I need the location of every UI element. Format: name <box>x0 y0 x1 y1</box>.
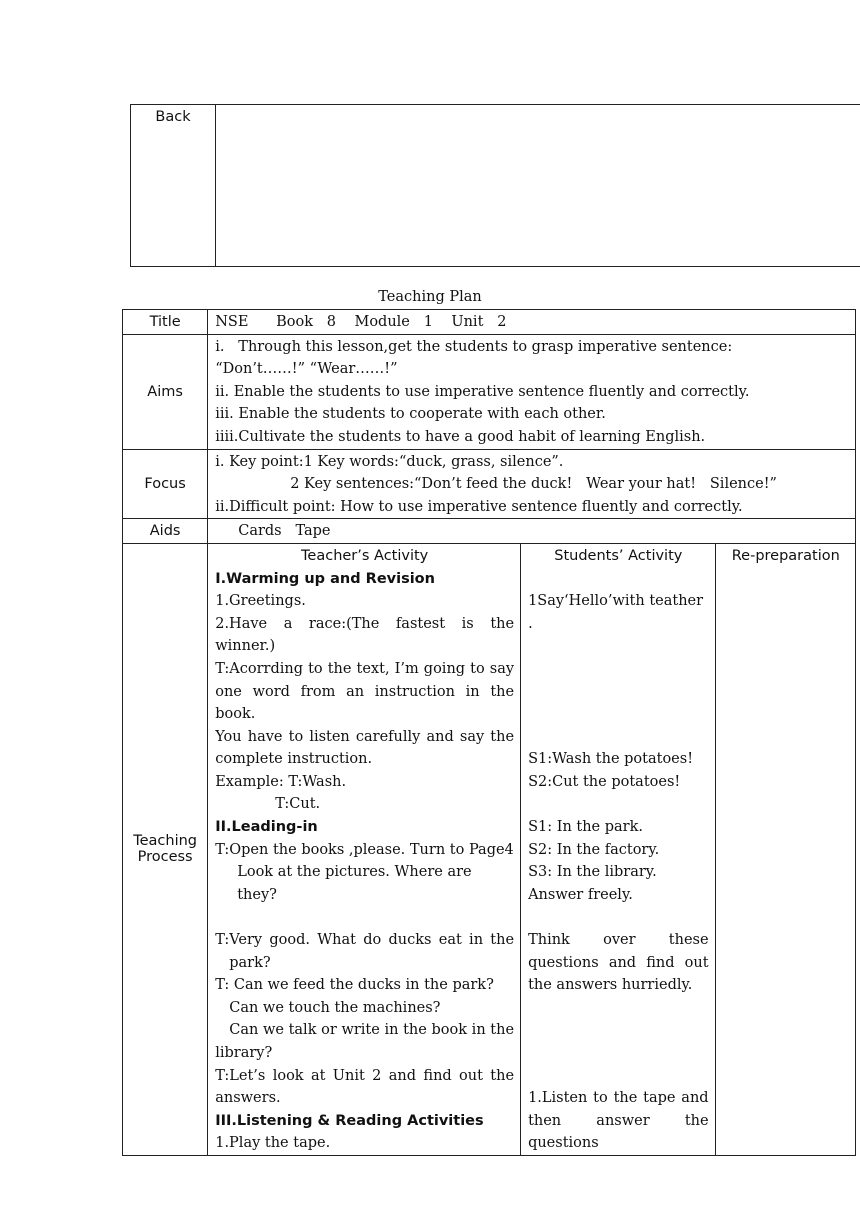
focus-line: 2 Key sentences:“Don’t feed the duck! Wear your hat! Silence!” <box>290 476 777 493</box>
process-row <box>123 543 856 1155</box>
process-label-line: Process <box>137 849 193 866</box>
aims-content <box>208 334 856 449</box>
aims-row <box>123 334 856 449</box>
process-label-line: Teaching <box>133 833 197 850</box>
teacher-line: Example: T:Wash. <box>215 773 347 790</box>
teacher-line: T:Let’s look at Unit 2 and find out the <box>215 1067 515 1084</box>
student-line: the answers hurriedly. <box>528 977 693 994</box>
teacher-line: one word from an instruction in the book. <box>215 683 515 723</box>
aims-line: ii. Enable the students to use imperative sentence fluently and correctly. <box>215 383 750 400</box>
student-line: Answer freely. <box>528 886 633 903</box>
student-line: questions and find out <box>528 954 709 971</box>
title-value: NSE Book 8 Module 1 Unit 2 <box>208 310 856 335</box>
teacher-line: T:Cut. <box>275 796 321 813</box>
student-line: 1.Listen to the tape and <box>528 1090 709 1107</box>
student-line: S1:Wash the potatoes! <box>528 751 694 768</box>
teacher-line: answers. <box>215 1090 281 1107</box>
teacher-activity-column <box>208 543 521 1155</box>
teacher-line: T:Very good. What do ducks eat in the <box>215 932 515 949</box>
student-line: S1: In the park. <box>528 819 644 836</box>
plan-title: Teaching Plan <box>378 289 482 305</box>
student-line: S2:Cut the potatoes! <box>528 773 681 790</box>
teacher-line: complete instruction. <box>215 751 373 768</box>
teacher-line: library? <box>215 1045 273 1061</box>
aids-value: Cards Tape <box>208 519 856 544</box>
students-activity-column <box>521 543 716 1155</box>
back-table <box>130 104 860 267</box>
teacher-line: T:Acorrding to the text, I’m going to say <box>215 660 515 677</box>
focus-label: Focus <box>123 449 208 519</box>
student-line: S2: In the factory. <box>528 841 660 858</box>
title-label: Title <box>123 310 208 335</box>
teacher-line: T:Open the books ,please. Turn to Page4 <box>215 841 514 858</box>
teacher-line: winner.) <box>215 638 276 655</box>
student-line: then answer the <box>528 1112 709 1129</box>
focus-line: ii.Difficult point: How to use imperative sentence fluently and correctly. <box>215 498 743 515</box>
student-line: 1Say‘Hello’with teather . <box>528 593 704 632</box>
aims-label: Aims <box>123 334 208 449</box>
aids-label: Aids <box>123 519 208 544</box>
re-preparation-header: Re-preparation <box>731 547 840 564</box>
aims-line: iiii.Cultivate the students to have a good habit of learning English. <box>215 428 706 445</box>
focus-line: i. Key point:1 Key words:“duck, grass, silence”. <box>215 453 564 470</box>
teacher-line: 2.Have a race:(The fastest is the <box>215 615 515 632</box>
process-label <box>123 543 208 1155</box>
teacher-line: 1.Greetings. <box>215 593 306 610</box>
teacher-line: 1.Play the tape. <box>215 1135 331 1152</box>
focus-content <box>208 449 856 519</box>
teaching-plan-table <box>122 309 856 1156</box>
section-heading: I.Warming up and Revision <box>215 570 435 587</box>
teacher-line: Can we touch the machines? <box>229 999 441 1016</box>
students-activity-header: Students’ Activity <box>554 547 683 564</box>
re-preparation-column <box>715 543 855 1155</box>
section-heading: II.Leading-in <box>215 819 318 836</box>
teacher-line: park? <box>229 954 271 971</box>
student-line: S3: In the library. <box>528 864 657 881</box>
teacher-line: You have to listen carefully and say the <box>215 728 515 745</box>
teacher-line: Look at the pictures. Where are they? <box>237 864 472 903</box>
aims-line: i. Through this lesson,get the students to grasp imperative sentence: <box>215 338 733 355</box>
section-heading: III.Listening & Reading Activities <box>215 1112 484 1129</box>
teacher-line: T: Can we feed the ducks in the park? <box>215 977 494 994</box>
back-label: Back <box>131 105 216 267</box>
aims-line: iii. Enable the students to cooperate with each other. <box>215 406 606 423</box>
student-line: questions <box>528 1135 599 1152</box>
teacher-activity-header: Teacher’s Activity <box>301 547 429 564</box>
student-line: Think over these <box>528 932 709 949</box>
focus-row <box>123 449 856 519</box>
aids-row <box>123 519 856 544</box>
back-content <box>216 105 860 267</box>
aims-line: “Don’t……!” “Wear……!” <box>215 361 398 378</box>
teacher-line: Can we talk or write in the book in the <box>229 1022 515 1039</box>
title-row <box>123 310 856 335</box>
